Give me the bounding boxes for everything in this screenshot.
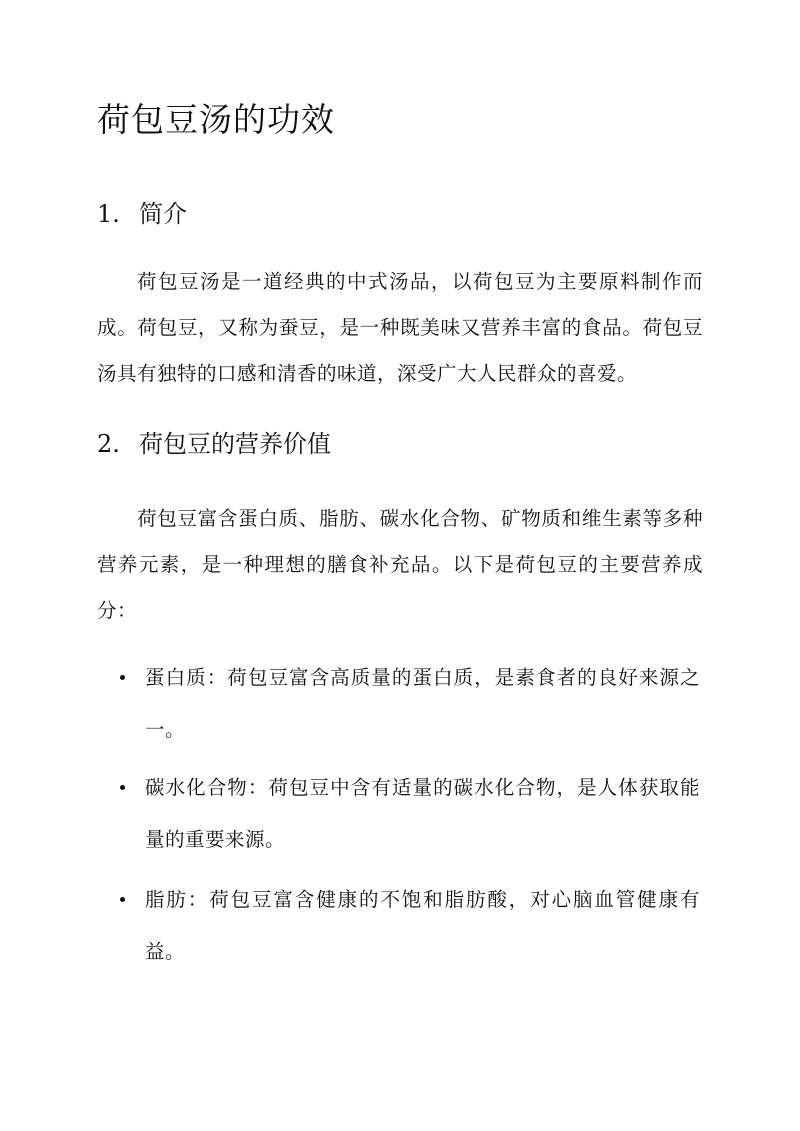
section-heading-nutrition [97, 426, 331, 462]
list-item [145, 652, 700, 756]
intro-paragraph: 荷包豆汤是一道经典的中式汤品，以荷包豆为主要原料制作而成。荷包豆，又称为蚕豆，是一种既美味又营养丰富的食品。荷包豆汤具有独特的口感和清香的味道，深受广大人民群众的喜爱。 [97, 270, 703, 385]
section-number: 1. [97, 200, 120, 228]
list-item-text: 碳水化合物：荷包豆中含有适量的碳水化合物，是人体获取能量的重要来源。 [145, 776, 700, 851]
list-item-text: 脂肪：荷包豆富含健康的不饱和脂肪酸，对心脑血管健康有益。 [145, 888, 700, 963]
section-number: 2. [97, 430, 120, 458]
document-title: 荷包豆汤的功效 [97, 100, 335, 139]
section-title: 荷包豆的营养价值 [139, 430, 331, 458]
bullet-icon [120, 785, 125, 790]
section-title: 简介 [139, 200, 187, 228]
nutrition-paragraph: 荷包豆富含蛋白质、脂肪、碳水化合物、矿物质和维生素等多种营养元素，是一种理想的膳食补充品。以下是荷包豆的主要营养成分： [97, 507, 703, 622]
bullet-icon [120, 897, 125, 902]
bullet-icon [120, 675, 125, 680]
section-heading-intro [97, 196, 187, 232]
list-item [145, 874, 700, 978]
list-item-text: 蛋白质：荷包豆富含高质量的蛋白质，是素食者的良好来源之一。 [145, 666, 700, 741]
list-item [145, 762, 700, 866]
